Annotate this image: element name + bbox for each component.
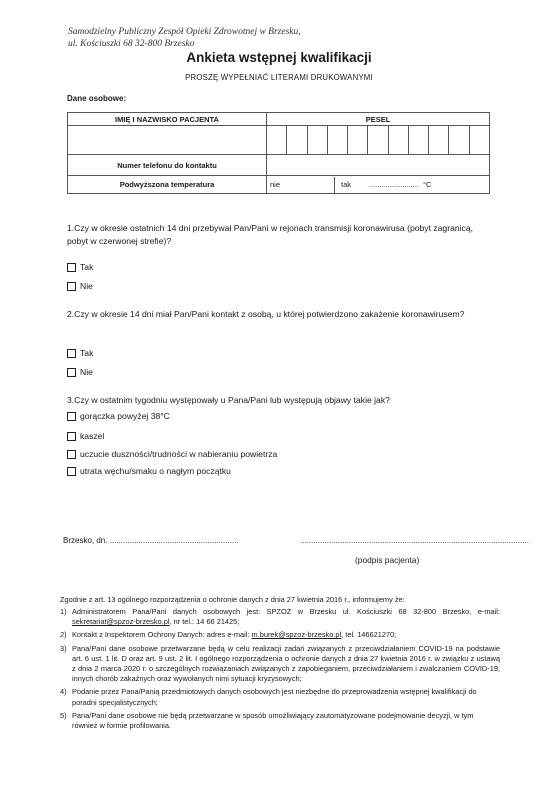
temp-option-yes[interactable]: tak: [341, 180, 352, 189]
list-item: [60, 711, 500, 731]
q2-option-no-label: Nie: [80, 367, 93, 377]
question-3: 3.Czy w ostatnim tygodniu występowały u Pana/Pani lub występują objawy takie jak?: [67, 395, 390, 405]
q3-option-label: uczucie duszności/trudności w nabieraniu powietrza: [80, 449, 278, 459]
col-header-pesel: PESEL: [267, 113, 490, 126]
q2-option-no[interactable]: [67, 367, 93, 377]
q3-option-cough[interactable]: [67, 431, 104, 441]
list-item-number: 1): [60, 607, 67, 616]
list-item-number: 3): [60, 643, 67, 653]
q1-option-yes[interactable]: [67, 262, 93, 272]
email-link[interactable]: sekretariat@spzoz-brzesko.pl: [72, 617, 170, 627]
list-item-number: 2): [60, 630, 67, 640]
place-date-field[interactable]: Brzesko, dn. ..........................................................: [63, 536, 239, 545]
list-item-number: 4): [60, 687, 67, 697]
checkbox-icon[interactable]: [67, 282, 76, 291]
list-item: [60, 687, 500, 707]
q3-option-fever[interactable]: [67, 411, 170, 421]
q3-option-smell-loss[interactable]: [67, 466, 231, 476]
q1-option-yes-label: Tak: [80, 262, 94, 272]
list-item-text: Pana/Pani dane osobowe nie będą przetwarzane w sposób umożliwiający zautomatyzowane podejmowanie decyzji, w tym również w formie profilowania.: [72, 710, 474, 731]
signature-label: (podpis pacjenta): [355, 555, 420, 565]
list-item-text: Administratorem Pana/Pani danych osobowych jest: SPZOZ w Brzesku ul. Kościuszki 68 32-800 Brzesko, e-mail:: [72, 607, 500, 616]
q2-option-yes[interactable]: [67, 348, 93, 358]
list-item-text: Pana/Pani dane osobowe przetwarzane będą w celu realizacji zadań związanych z przeciwdziałaniem COVID-19 na podstawie art. 6 ust. 1 lit. D oraz art. 9 ust. 2 lit. I ogólnego rozporządzenia o ochronie danych z dnia 27 kwietnia 2016 r. w związku z ustawą z dnia 2 marca 2020 r. o szczególnych rozwiązaniach związanych z zapobieganiem, przeciwdziałaniem i zwalczaniem COVID-19, innych chorób zakaźnych oraz wywołanych nimi sytuacji kryzysowych;: [72, 643, 500, 684]
phone-field[interactable]: [267, 155, 490, 176]
email-link[interactable]: m.burek@spzoz-brzesko.pl: [251, 630, 342, 640]
temp-value-dots[interactable]: ........................: [369, 180, 420, 189]
gdpr-list: [60, 607, 500, 731]
temp-unit: °C: [423, 180, 432, 189]
question-2: 2.Czy w okresie 14 dni miał Pan/Pani kontakt z osobą, u której potwierdzono zakażenie koronawirusem?: [67, 309, 465, 319]
checkbox-icon[interactable]: [67, 368, 76, 377]
gdpr-intro: Zgodnie z art. 13 ogólnego rozporządzenia o ochronie danych z dnia 27 kwietnia 2016 r., informujemy że:: [60, 595, 405, 604]
list-item-text: , nr tel.: 14 66 21425;: [169, 617, 240, 627]
phone-label: Numer telefonu do kontaktu: [68, 155, 267, 176]
checkbox-icon[interactable]: [67, 412, 76, 421]
list-item: [60, 607, 500, 627]
q3-option-label: gorączka powyżej 38°C: [80, 411, 170, 421]
signature-line[interactable]: .......................................................................................................: [300, 536, 529, 545]
checkbox-icon[interactable]: [67, 349, 76, 358]
q1-option-no-label: Nie: [80, 281, 93, 291]
name-field[interactable]: [68, 126, 267, 155]
temperature-label: Podwyższona temperatura: [68, 176, 267, 194]
checkbox-icon[interactable]: [67, 450, 76, 459]
q3-option-label: kaszel: [80, 431, 105, 441]
question-1: 1.Czy w okresie ostatnich 14 dni przebywał Pan/Pani w rejonach transmisji koronawirusa (pobyt zagranicą, pobyt w czerwonej strefie)?: [67, 223, 474, 246]
checkbox-icon[interactable]: [67, 432, 76, 441]
institution-name: Samodzielny Publiczny Zespół Opieki Zdrowotnej w Brzesku,: [68, 27, 301, 37]
checkbox-icon[interactable]: [67, 467, 76, 476]
list-item-text: Kontakt z Inspektorem Ochrony Danych: adres e-mail:: [72, 630, 252, 640]
q3-option-dyspnea[interactable]: [67, 449, 277, 459]
col-header-name: IMIĘ I NAZWISKO PACJENTA: [68, 113, 267, 126]
personal-data-table: [67, 112, 490, 194]
temp-option-no[interactable]: nie: [267, 177, 335, 193]
q3-option-label: utrata węchu/smaku o nagłym początku: [80, 466, 231, 476]
section-personal-data: Dane osobowe:: [67, 94, 127, 103]
institution-address: ul. Kościuszki 68 32-800 Brzesko: [68, 39, 195, 49]
list-item-text: Podanie przez Pana/Panią przedmiotowych danych osobowych jest niezbędne do przeprowadzenia wstępnej kwalifikacji do poradni specjalistycznych;: [72, 687, 477, 707]
checkbox-icon[interactable]: [67, 263, 76, 272]
page-title: Ankieta wstępnej kwalifikacji: [186, 50, 372, 65]
q2-option-yes-label: Tak: [80, 348, 94, 358]
page-subtitle: PROSZĘ WYPEŁNIAĆ LITERAMI DRUKOWANYMI: [185, 73, 373, 82]
list-item: [60, 630, 500, 640]
pesel-field[interactable]: [267, 126, 490, 155]
list-item: [60, 644, 500, 685]
list-item-text: , tel. 146621270;: [341, 630, 397, 640]
q1-option-no[interactable]: [67, 281, 93, 291]
list-item-number: 5): [60, 710, 67, 720]
temperature-field[interactable]: [267, 176, 490, 194]
